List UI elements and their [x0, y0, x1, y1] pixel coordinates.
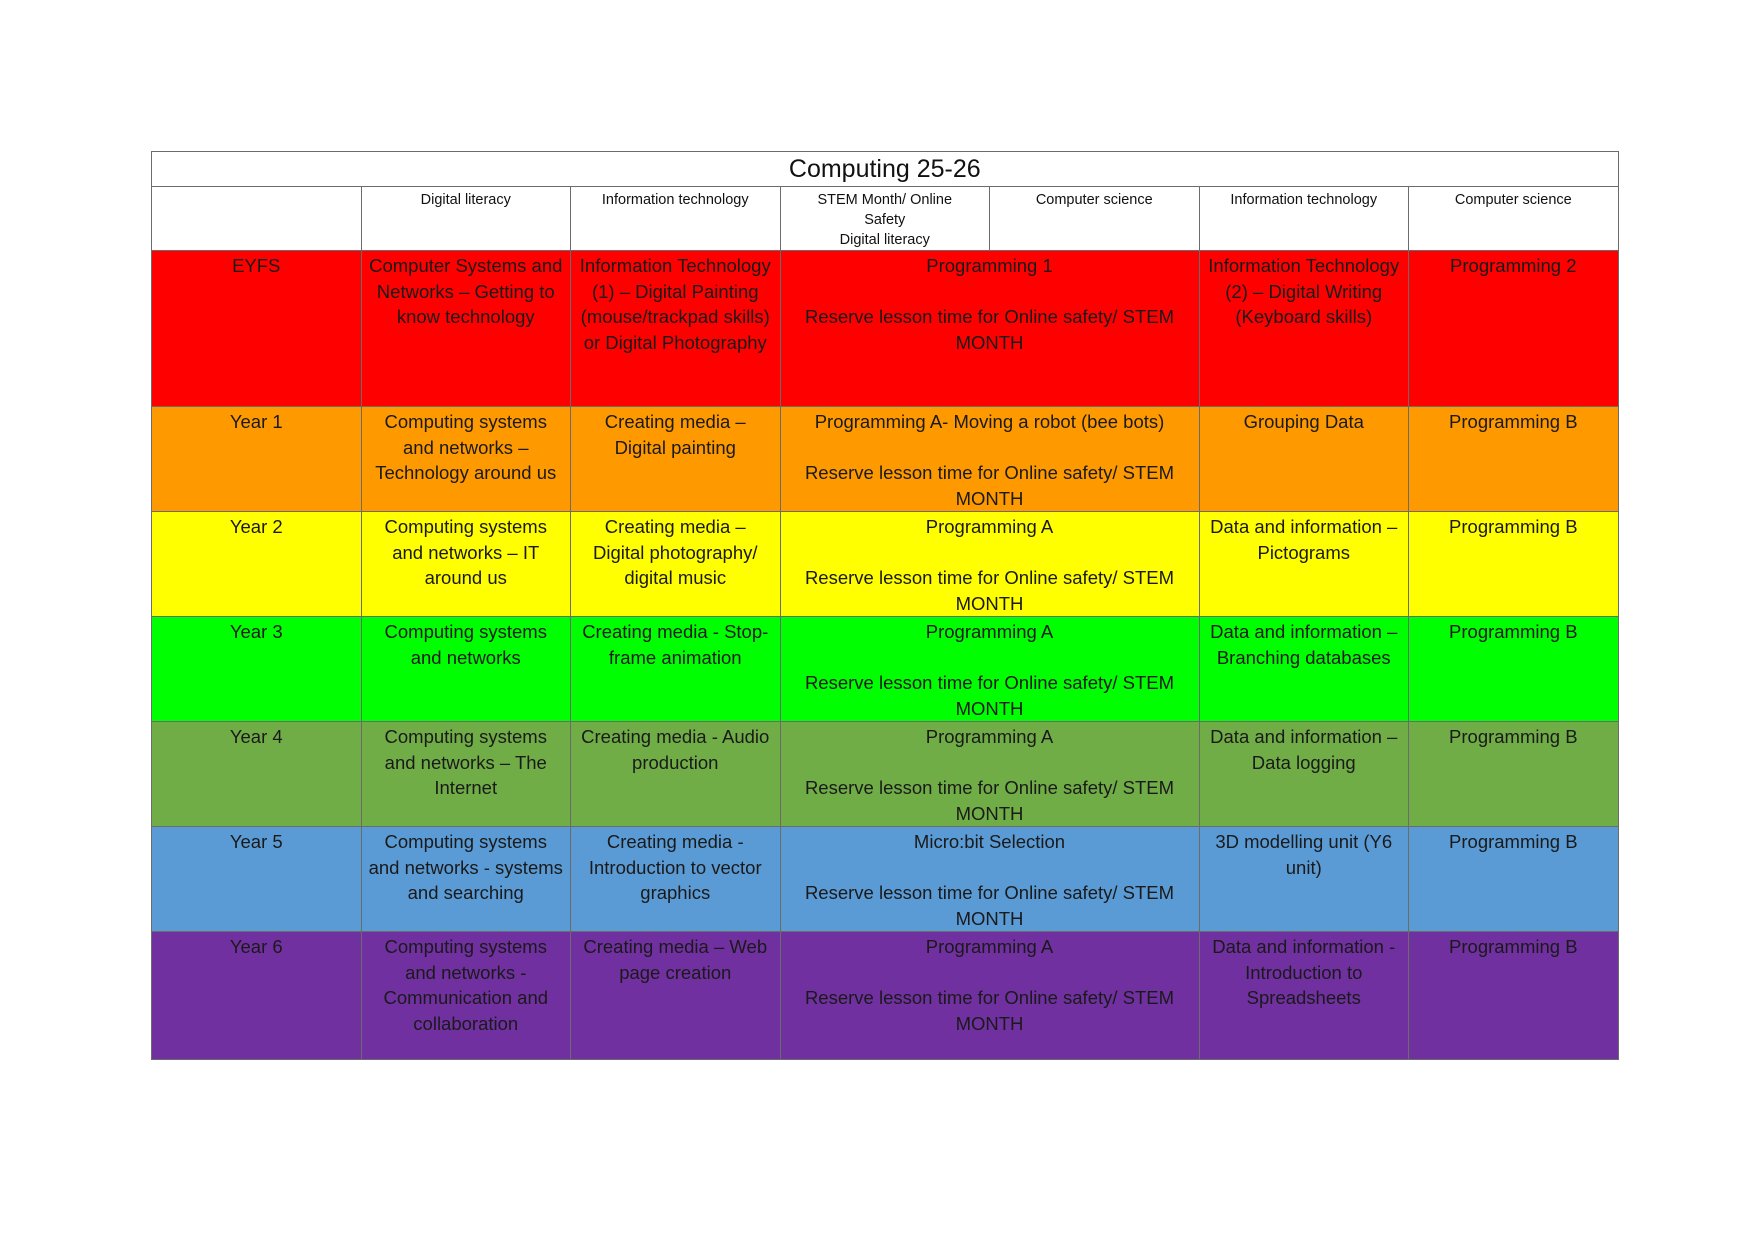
programming-unit: Programming 1: [926, 255, 1053, 276]
computer-science-cell: Programming 2: [1409, 251, 1619, 407]
table-row: [152, 722, 1619, 827]
year-label-cell: Year 5: [152, 827, 362, 932]
programming-unit: Programming A- Moving a robot (bee bots): [814, 411, 1165, 432]
information-technology-2-cell: 3D modelling unit (Y6 unit): [1199, 827, 1409, 932]
reserve-note: Reserve lesson time for Online safety/ STEM MONTH: [804, 987, 1175, 1034]
year-label-cell: EYFS: [152, 251, 362, 407]
information-technology-2-cell: Information Technology (2) – Digital Writing (Keyboard skills): [1199, 251, 1409, 407]
digital-literacy-cell: Computing systems and networks – Technology around us: [361, 407, 571, 512]
header-cell-stem-month: [780, 187, 990, 251]
programming-cell: [780, 932, 1199, 1060]
table-row: [152, 407, 1619, 512]
digital-literacy-cell: Computing systems and networks - Communication and collaboration: [361, 932, 571, 1060]
title-row: [152, 152, 1619, 187]
spacer: [787, 645, 1193, 671]
table-row: [152, 512, 1619, 617]
reserve-note: Reserve lesson time for Online safety/ STEM MONTH: [804, 777, 1175, 824]
computer-science-cell: Programming B: [1409, 617, 1619, 722]
computer-science-cell: Programming B: [1409, 827, 1619, 932]
digital-literacy-cell: Computing systems and networks: [361, 617, 571, 722]
header-cell-computer-science-2: Computer science: [1409, 187, 1619, 251]
header-line: STEM Month/ Online: [817, 192, 953, 208]
information-technology-2-cell: Data and information – Pictograms: [1199, 512, 1409, 617]
information-technology-cell: Creating media – Web page creation: [571, 932, 781, 1060]
spacer: [787, 540, 1193, 566]
programming-unit: Programming A: [925, 726, 1054, 747]
information-technology-2-cell: Data and information – Data logging: [1199, 722, 1409, 827]
year-label-cell: Year 2: [152, 512, 362, 617]
computing-curriculum-sheet: [151, 151, 1617, 1060]
programming-cell: [780, 827, 1199, 932]
information-technology-2-cell: Data and information - Introduction to Spreadsheets: [1199, 932, 1409, 1060]
reserve-note: Reserve lesson time for Online safety/ STEM MONTH: [804, 306, 1175, 353]
programming-cell: [780, 407, 1199, 512]
information-technology-2-cell: Data and information – Branching databases: [1199, 617, 1409, 722]
programming-unit: Programming A: [925, 516, 1054, 537]
page-title: Computing 25-26: [152, 152, 1619, 187]
information-technology-cell: Creating media - Audio production: [571, 722, 781, 827]
information-technology-cell: Creating media – Digital painting: [571, 407, 781, 512]
header-cell-year: [152, 187, 362, 251]
programming-cell: [780, 617, 1199, 722]
digital-literacy-cell: Computing systems and networks – IT around us: [361, 512, 571, 617]
computer-science-cell: Programming B: [1409, 512, 1619, 617]
information-technology-cell: Creating media - Stop-frame animation: [571, 617, 781, 722]
table-row: [152, 932, 1619, 1060]
computer-science-cell: Programming B: [1409, 722, 1619, 827]
spacer: [787, 279, 1193, 305]
year-label-cell: Year 6: [152, 932, 362, 1060]
header-line: Safety: [864, 212, 906, 228]
reserve-note: Reserve lesson time for Online safety/ STEM MONTH: [804, 882, 1175, 929]
digital-literacy-cell: Computing systems and networks – The Internet: [361, 722, 571, 827]
header-row: [152, 187, 1619, 251]
programming-unit: Micro:bit Selection: [913, 831, 1066, 852]
programming-cell: [780, 722, 1199, 827]
information-technology-cell: Creating media – Digital photography/ digital music: [571, 512, 781, 617]
digital-literacy-cell: Computing systems and networks - systems and searching: [361, 827, 571, 932]
header-cell-information-technology: Information technology: [571, 187, 781, 251]
year-label-cell: Year 3: [152, 617, 362, 722]
spacer: [787, 855, 1193, 881]
spacer: [787, 750, 1193, 776]
programming-unit: Programming A: [925, 621, 1054, 642]
programming-unit: Programming A: [925, 936, 1054, 957]
table-row: [152, 827, 1619, 932]
programming-cell: [780, 251, 1199, 407]
information-technology-cell: Information Technology (1) – Digital Painting (mouse/trackpad skills) or Digital Photography: [571, 251, 781, 407]
table-row: [152, 251, 1619, 407]
information-technology-cell: Creating media - Introduction to vector graphics: [571, 827, 781, 932]
header-cell-digital-literacy: Digital literacy: [361, 187, 571, 251]
spacer: [787, 435, 1193, 461]
spacer: [787, 960, 1193, 986]
year-label-cell: Year 4: [152, 722, 362, 827]
reserve-note: Reserve lesson time for Online safety/ STEM MONTH: [804, 567, 1175, 614]
header-line: Digital literacy: [839, 232, 930, 248]
table-row: [152, 617, 1619, 722]
header-cell-information-technology-2: Information technology: [1199, 187, 1409, 251]
header-cell-computer-science: Computer science: [990, 187, 1200, 251]
digital-literacy-cell: Computer Systems and Networks – Getting to know technology: [361, 251, 571, 407]
computer-science-cell: Programming B: [1409, 932, 1619, 1060]
information-technology-2-cell: Grouping Data: [1199, 407, 1409, 512]
curriculum-table: [151, 151, 1619, 1060]
computer-science-cell: Programming B: [1409, 407, 1619, 512]
programming-cell: [780, 512, 1199, 617]
year-label-cell: Year 1: [152, 407, 362, 512]
reserve-note: Reserve lesson time for Online safety/ STEM MONTH: [804, 462, 1175, 509]
reserve-note: Reserve lesson time for Online safety/ STEM MONTH: [804, 672, 1175, 719]
